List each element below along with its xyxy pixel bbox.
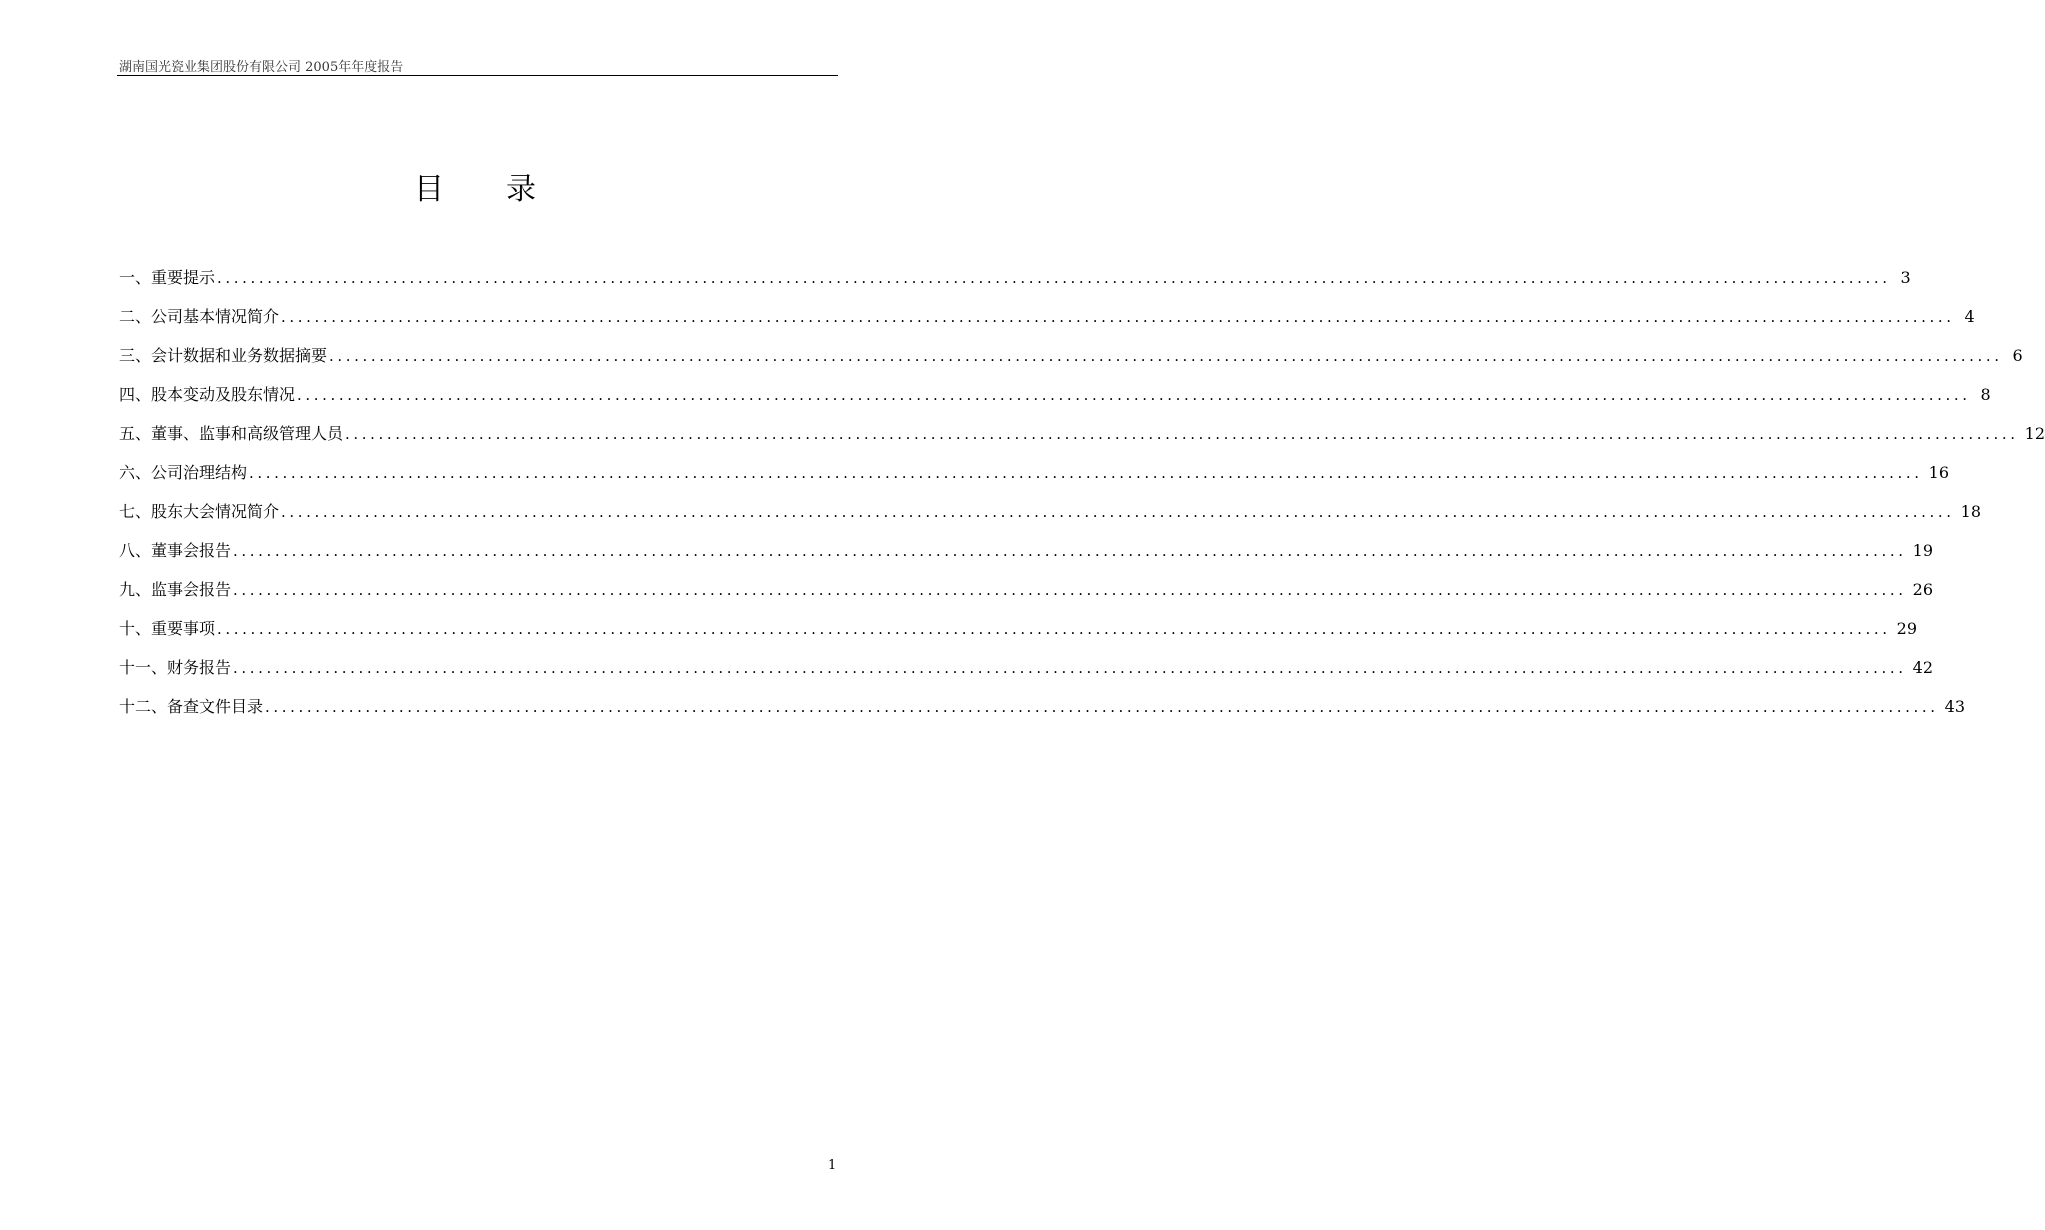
title-char-1: 目 xyxy=(414,172,444,207)
footer-page-number: 1 xyxy=(828,1158,837,1173)
toc-item[interactable] xyxy=(119,691,1965,730)
toc-label: 二、公司基本情况简介 xyxy=(119,307,280,326)
toc-leader-dots: ........................................................................................................................................................................................................ xyxy=(329,347,2003,365)
toc-label: 七、股东大会情况简介 xyxy=(119,502,280,521)
toc-item[interactable] xyxy=(119,652,1933,691)
toc-page-number: 18 xyxy=(1960,502,1981,521)
toc-item[interactable] xyxy=(119,262,1911,301)
toc-page-number: 19 xyxy=(1912,541,1933,560)
toc-item[interactable] xyxy=(119,340,2023,379)
toc-leader-dots: ........................................................................................................................................................................................................ xyxy=(265,698,1939,716)
toc-leader-dots: ........................................................................................................................................................................................................ xyxy=(217,269,1891,287)
title-char-2: 录 xyxy=(506,172,536,207)
toc-page-number: 29 xyxy=(1896,619,1917,638)
page-title xyxy=(0,164,950,208)
toc-label: 五、董事、监事和高级管理人员 xyxy=(119,424,344,443)
toc-item[interactable] xyxy=(119,457,1949,496)
toc-page-number: 12 xyxy=(2024,424,2045,443)
toc-label: 一、重要提示 xyxy=(119,268,216,287)
toc-label: 十、重要事项 xyxy=(119,619,216,638)
toc-label: 六、公司治理结构 xyxy=(119,463,248,482)
toc-label: 九、监事会报告 xyxy=(119,580,232,599)
toc-page-number: 43 xyxy=(1944,697,1965,716)
page-header xyxy=(117,54,838,76)
toc-label: 四、股本变动及股东情况 xyxy=(119,385,296,404)
toc-item[interactable] xyxy=(119,301,1975,340)
toc-leader-dots: ........................................................................................................................................................................................................ xyxy=(233,581,1907,599)
toc-item[interactable] xyxy=(119,379,1991,418)
toc-item[interactable] xyxy=(119,574,1933,613)
toc-page-number: 6 xyxy=(2012,346,2023,365)
toc-label: 十一、财务报告 xyxy=(119,658,232,677)
toc-leader-dots: ........................................................................................................................................................................................................ xyxy=(233,542,1907,560)
toc-item[interactable] xyxy=(119,535,1933,574)
toc-page-number: 4 xyxy=(1964,307,1975,326)
toc-page-number: 8 xyxy=(1980,385,1991,404)
toc-leader-dots: ........................................................................................................................................................................................................ xyxy=(249,464,1923,482)
toc-page-number: 42 xyxy=(1912,658,1933,677)
toc-leader-dots: ........................................................................................................................................................................................................ xyxy=(281,308,1955,326)
toc-item[interactable] xyxy=(119,496,1981,535)
toc-leader-dots: ........................................................................................................................................................................................................ xyxy=(217,620,1891,638)
toc-page-number: 3 xyxy=(1900,268,1911,287)
toc-label: 八、董事会报告 xyxy=(119,541,232,560)
toc-leader-dots: ........................................................................................................................................................................................................ xyxy=(297,386,1971,404)
table-of-contents xyxy=(119,262,2045,730)
toc-item[interactable] xyxy=(119,613,1917,652)
toc-leader-dots: ........................................................................................................................................................................................................ xyxy=(281,503,1955,521)
toc-leader-dots: ........................................................................................................................................................................................................ xyxy=(345,425,2019,443)
toc-label: 三、会计数据和业务数据摘要 xyxy=(119,346,328,365)
toc-page-number: 26 xyxy=(1912,580,1933,599)
header-title: 湖南国光瓷业集团股份有限公司 2005年年度报告 xyxy=(119,60,404,75)
toc-label: 十二、备查文件目录 xyxy=(119,697,264,716)
toc-page-number: 16 xyxy=(1928,463,1949,482)
toc-leader-dots: ........................................................................................................................................................................................................ xyxy=(233,659,1907,677)
toc-item[interactable] xyxy=(119,418,2045,457)
